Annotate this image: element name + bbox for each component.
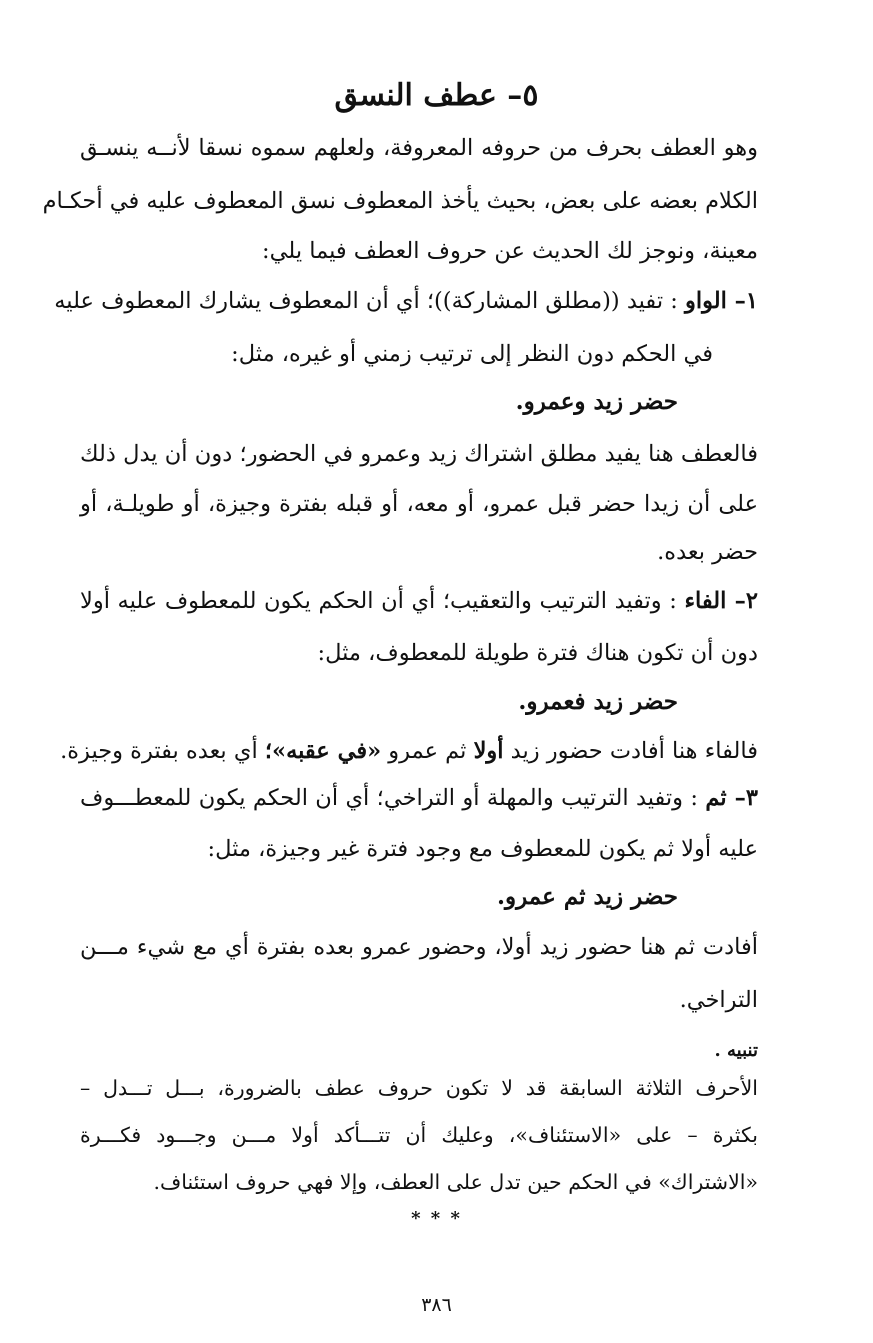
waw-example: حضر زيد وعمرو. <box>515 388 678 415</box>
section-title: ٥– عطف النسق <box>334 78 539 113</box>
waw-explain-line-3: حضر بعده. <box>657 539 758 565</box>
waw-rule-line-2: في الحكم دون النظر إلى ترتيب زمني أو غيره، مثل: <box>231 341 713 367</box>
thumma-explain-line-2: التراخي. <box>679 987 758 1013</box>
thumma-explain-line-1: أفادت ثم هنا حضور زيد أولا، وحضور عمرو بعده بفترة أي مع شيء مـــن <box>80 934 758 960</box>
waw-heading: ١– الواو <box>684 288 758 314</box>
thumma-rule-line-2: عليه أولا ثم يكون للمعطوف مع وجود فترة غير وجيزة، مثل: <box>207 836 758 862</box>
intro-line-3: معينة، ونوجز لك الحديث عن حروف العطف فيما يلي: <box>262 238 758 264</box>
fa-rule-text: : وتفيد الترتيب والتعقيب؛ أي أن الحكم يكون للمعطوف عليه أولا <box>80 588 677 614</box>
waw-rule-line-1 <box>54 281 758 321</box>
intro-line-2: الكلام بعضه على بعض، بحيث يأخذ المعطوف نسق المعطوف عليه في أحكـام <box>42 188 758 214</box>
note-line-1: الأحرف الثلاثة السابقة قد لا تكون حروف عطف بالضرورة، بـــل تـــدل – <box>80 1076 758 1100</box>
thumma-rule-line-1 <box>80 778 758 818</box>
thumma-example: حضر زيد ثم عمرو. <box>497 883 678 910</box>
waw-explain-line-1: فالعطف هنا يفيد مطلق اشتراك زيد وعمرو في الحضور؛ دون أن يدل ذلك <box>80 441 758 467</box>
fa-example: حضر زيد فعمرو. <box>518 688 678 715</box>
note-line-3: «الاشتراك» في الحكم حين تدل على العطف، وإلا فهي حروف استئناف. <box>153 1170 758 1194</box>
thumma-rule-text: : وتفيد الترتيب والمهلة أو التراخي؛ أي أن الحكم يكون للمعطـــوف <box>80 785 698 811</box>
page-number: ٣٨٦ <box>421 1294 452 1316</box>
waw-rule-text: : تفيد ((مطلق المشاركة))؛ أي أن المعطوف يشارك المعطوف عليه <box>54 288 678 314</box>
note-line-2: بكثرة – على «الاستئناف»، وعليك أن تتـــأكد أولا مـــن وجـــود فكـــرة <box>80 1123 758 1147</box>
fa-rule-line-2: دون أن تكون هناك فترة طويلة للمعطوف، مثل: <box>317 640 758 666</box>
intro-line-1: وهو العطف بحرف من حروفه المعروفة، ولعلهم سموه نسقا لأنــه ينسـق <box>80 135 758 161</box>
section-separator: * * * <box>411 1208 462 1229</box>
fa-explain-line-1: فالفاء هنا أفادت حضور زيد أولا ثم عمرو «في عقبه»؛ أي بعده بفترة وجيزة. <box>60 738 758 764</box>
note-title: تنبيه . <box>714 1040 758 1061</box>
fa-heading: ٢– الفاء <box>684 588 758 614</box>
waw-explain-line-2: على أن زيدا حضر قبل عمرو، أو معه، أو قبله بفترة وجيزة، أو طويلـة، أو <box>80 491 758 517</box>
thumma-heading: ٣– ثم <box>705 785 759 811</box>
fa-rule-line-1 <box>80 581 758 621</box>
